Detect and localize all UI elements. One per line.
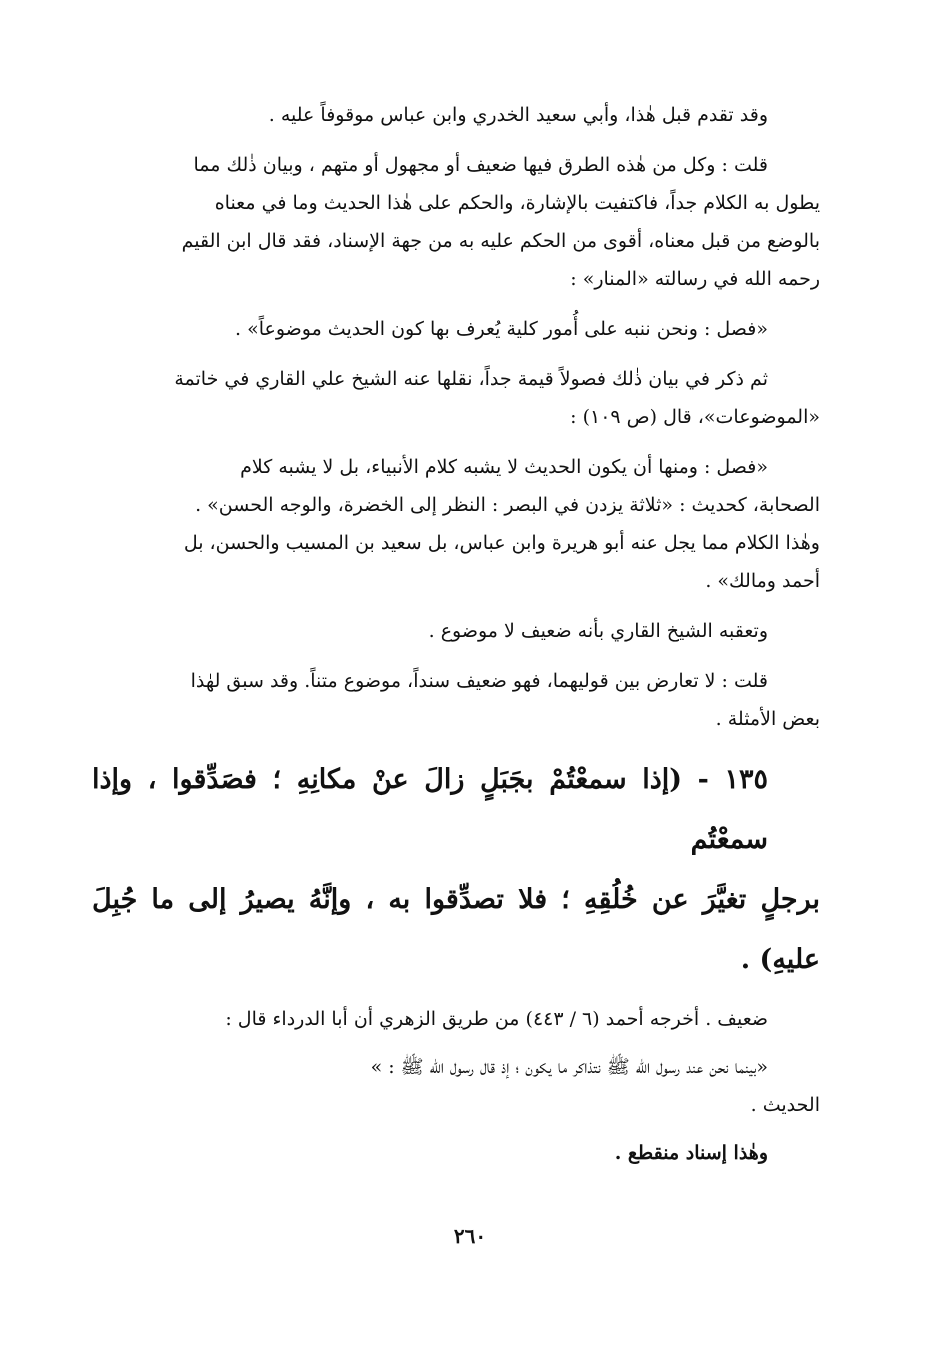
paragraph-qult-2-line-1: قلت : لا تعارض بين قوليهما، فهو ضعيف سنداً، موضوع متناً. وقد سبق لهٰذا bbox=[190, 670, 768, 692]
takhrij-line-3: الحديث . bbox=[750, 1094, 820, 1116]
takhrij-line-4: وهٰذا إسناد منقطع . bbox=[614, 1142, 768, 1164]
paragraph-taaqqub: وتعقبه الشيخ القاري بأنه ضعيف لا موضوع . bbox=[428, 620, 768, 642]
takhrij-line-1: ضعيف . أخرجه أحمد (٦ / ٤٤٣) من طريق الزهري أن أبا الدرداء قال : bbox=[225, 1008, 768, 1030]
paragraph-qult-1-line-2: يطول به الكلام جداً، فاكتفيت بالإشارة، والحكم على هٰذا الحديث وما في معناه bbox=[214, 192, 820, 214]
takhrij-line-2: «بينما نحن عند رسول الله ﷺ نتذاكر ما يكون ؛ إذ قال رسول الله ﷺ : » bbox=[370, 1056, 768, 1078]
quote-fasl-2-line-3: وهٰذا الكلام مما يجل عنه أبو هريرة وابن عباس، بل سعيد بن المسيب والحسن، بل bbox=[183, 532, 820, 554]
page-number: ٢٦٠ bbox=[453, 1224, 487, 1248]
paragraph-qult-2-line-2: بعض الأمثلة . bbox=[715, 708, 820, 730]
quote-fasl-1: «فصل : ونحن ننبه على أُمور كلية يُعرف بها كون الحديث موضوعاً» . bbox=[234, 318, 768, 340]
paragraph-dhikr-line-1: ثم ذكر في بيان ذٰلك فصولاً قيمة جداً، نقلها عنه الشيخ علي القاري في خاتمة bbox=[174, 368, 768, 390]
quote-fasl-2-line-2: الصحابة، كحديث : «ثلاثة يزدن في البصر : النظر إلى الخضرة، والوجه الحسن» . bbox=[195, 494, 820, 516]
paragraph-intro: وقد تقدم قبل هٰذا، وأبي سعيد الخدري وابن عباس موقوفاً عليه . bbox=[268, 104, 768, 126]
hadith-title-line-1: ١٣٥ - (إذا سمعْتُمْ بجَبَلٍ زالَ عنْ مكانِهِ ؛ فصَدِّقوا ، وإذا سمعْتُم bbox=[92, 764, 768, 855]
hadith-title-line-2: برجلٍ تغيَّرَ عن خُلُقِهِ ؛ فلا تصدِّقوا به ، وإنَّهُ يصيرُ إلى ما جُبِلَ عليهِ) . bbox=[92, 884, 820, 975]
quote-fasl-2-line-4: أحمد ومالك» . bbox=[705, 570, 820, 592]
paragraph-qult-1-line-1: قلت : وكل من هٰذه الطرق فيها ضعيف أو مجهول أو متهم ، وبيان ذٰلك مما bbox=[193, 154, 768, 176]
page-body bbox=[92, 96, 820, 1172]
paragraph-dhikr-line-2: «الموضوعات»، قال (ص ١٠٩) : bbox=[570, 406, 820, 428]
paragraph-qult-1-line-3: بالوضع من قبل معناه، أقوى من الحكم عليه به من جهة الإسناد، فقد قال ابن القيم bbox=[181, 230, 820, 252]
paragraph-qult-1-line-4: رحمه الله في رسالته «المنار» : bbox=[570, 268, 820, 290]
quote-fasl-2-line-1: «فصل : ومنها أن يكون الحديث لا يشبه كلام الأنبياء، بل لا يشبه كلام bbox=[240, 456, 768, 478]
